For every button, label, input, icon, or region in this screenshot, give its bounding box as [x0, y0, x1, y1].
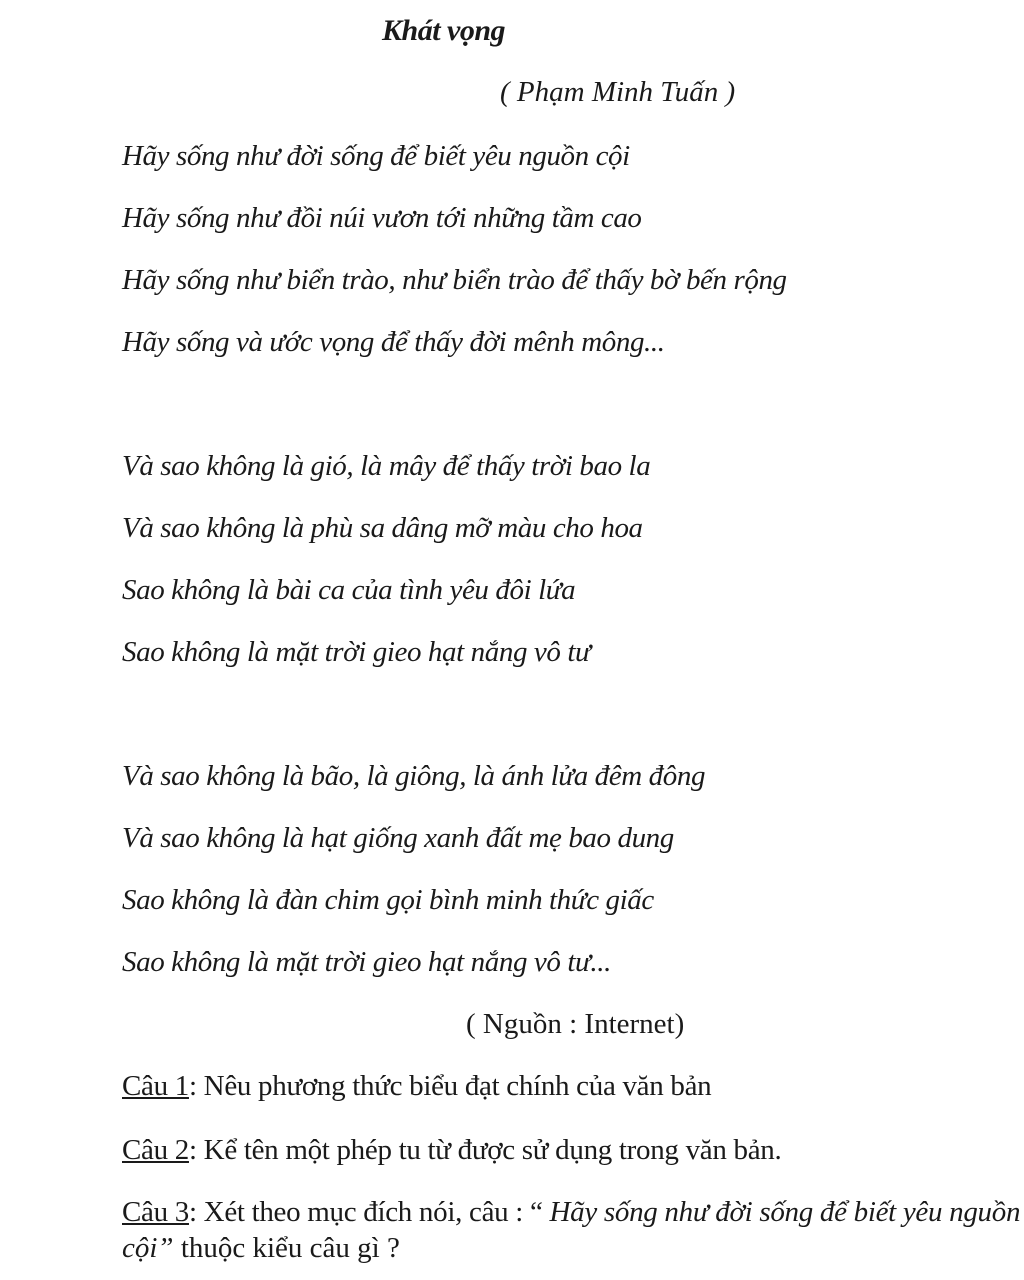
- poem-line: Sao không là đàn chim gọi bình minh thức giấc: [122, 884, 654, 916]
- poem-line: Sao không là mặt trời gieo hạt nắng vô tư: [122, 636, 591, 668]
- poem-title: Khát vọng: [382, 14, 506, 47]
- question-1: [122, 1070, 711, 1103]
- question-text: thuộc kiểu câu gì ?: [173, 1232, 400, 1264]
- question-text: : Xét theo mục đích nói, câu : “: [188, 1196, 550, 1228]
- poem-author: ( Phạm Minh Tuấn ): [500, 76, 736, 108]
- poem-line: Sao không là mặt trời gieo hạt nắng vô tư...: [122, 946, 611, 978]
- poem-line: Và sao không là gió, là mây để thấy trời bao la: [122, 450, 651, 482]
- poem-source: ( Nguồn : Internet): [466, 1008, 685, 1040]
- poem-line: Và sao không là hạt giống xanh đất mẹ bao dung: [122, 822, 674, 854]
- quoted-sentence: Hãy sống như đời sống để biết yêu nguồn: [549, 1196, 1021, 1228]
- poem-line: Sao không là bài ca của tình yêu đôi lứa: [122, 574, 576, 606]
- poem-line: Và sao không là phù sa dâng mỡ màu cho hoa: [122, 512, 643, 544]
- quoted-sentence-end: cội”: [122, 1232, 174, 1264]
- question-text: : Nêu phương thức biểu đạt chính của văn bản: [188, 1070, 712, 1102]
- poem-line: Hãy sống như đồi núi vươn tới những tầm cao: [122, 202, 642, 234]
- question-3-continuation: [122, 1232, 400, 1265]
- poem-line: Và sao không là bão, là giông, là ánh lửa đêm đông: [122, 760, 706, 792]
- question-label: Câu 2: [122, 1134, 189, 1166]
- question-text: : Kể tên một phép tu từ được sử dụng trong văn bản.: [188, 1134, 782, 1166]
- poem-line: Hãy sống như biển trào, như biển trào để thấy bờ bến rộng: [122, 264, 787, 296]
- question-label: Câu 1: [122, 1070, 189, 1102]
- poem-line: Hãy sống như đời sống để biết yêu nguồn cội: [122, 140, 630, 172]
- question-label: Câu 3: [122, 1196, 189, 1228]
- question-3: [122, 1196, 1020, 1229]
- question-2: [122, 1134, 781, 1167]
- poem-line: Hãy sống và ước vọng để thấy đời mênh mông...: [122, 326, 665, 358]
